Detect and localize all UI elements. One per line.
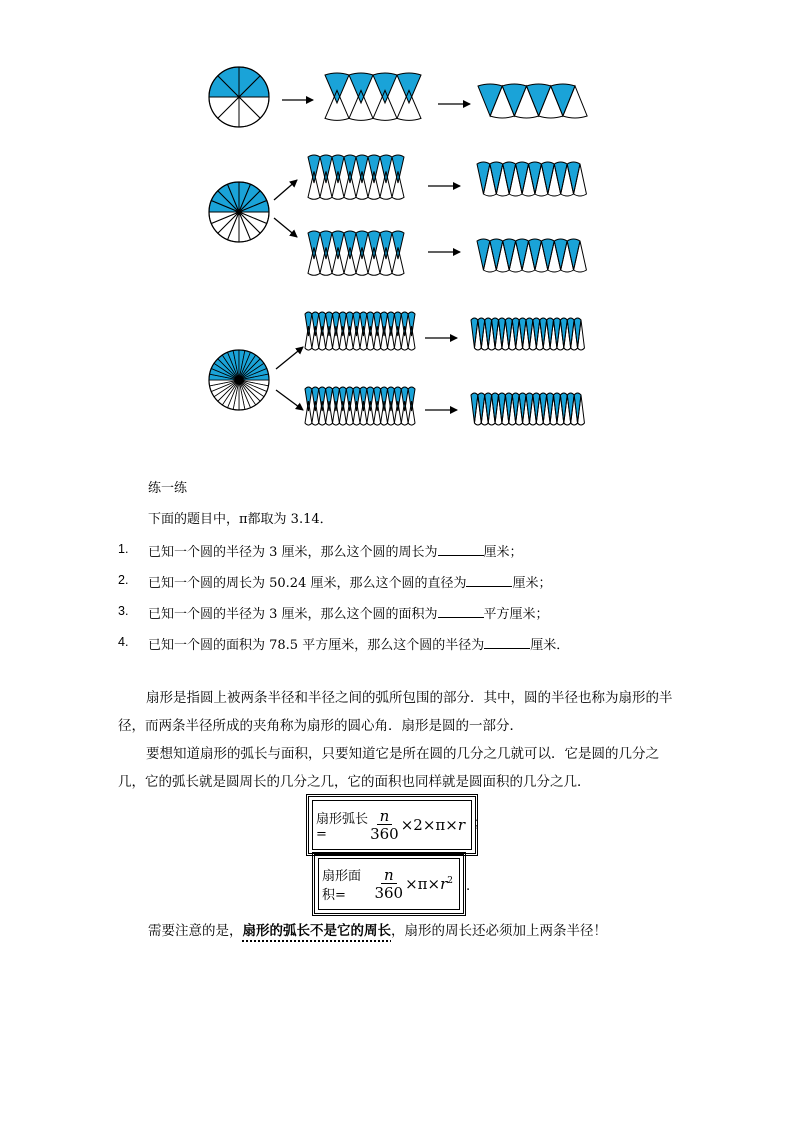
- sector-piece-filled: [401, 387, 408, 411]
- sector-piece-filled: [368, 231, 380, 259]
- sector-piece-filled: [356, 231, 368, 259]
- sector-piece-filled: [325, 73, 349, 103]
- sector-piece-filled: [353, 312, 360, 336]
- sector-piece-filled: [567, 393, 574, 423]
- question-2: 已知一个圆的周长为 50.24 厘米，那么这个圆的直径为 厘米；: [148, 572, 552, 593]
- sector-piece-filled: [356, 155, 368, 183]
- question-number: 4.: [118, 635, 129, 649]
- sector-piece-filled: [554, 162, 567, 194]
- sector-piece-filled: [567, 239, 580, 270]
- sector-piece-filled: [477, 162, 490, 194]
- question-4: 已知一个圆的面积为 78.5 平方厘米，那么这个圆的半径为 厘米．: [148, 634, 569, 655]
- sector-piece-filled: [505, 393, 512, 423]
- sector-piece-filled: [547, 318, 554, 348]
- sector-piece-filled: [516, 162, 529, 194]
- sector-note: 需要注意的是，扇形的弧长不是它的周长，扇形的周长还必须加上两条半径！: [148, 923, 607, 939]
- sector-fraction-paragraph: 要想知道扇形的弧长与面积，只要知道它是所在圆的几分之几就可以．它是圆的几分之几，它的弧长就是圆周长的几分之几，它的面积也同样就是圆面积的几分之几．: [118, 746, 659, 790]
- sector-piece-filled: [308, 155, 320, 183]
- sector-piece-filled: [560, 393, 567, 423]
- arc-formula-end: ；: [474, 816, 488, 831]
- sector-piece-filled: [533, 393, 540, 423]
- sector-piece-filled: [320, 155, 332, 183]
- sector-piece-filled: [499, 393, 506, 423]
- sector-piece-filled: [503, 239, 516, 270]
- sector-area-formula: 扇形面积= $\frac{n}{360}$ $\times\pi\times r^2$: [312, 852, 466, 916]
- sector-piece-filled: [533, 318, 540, 348]
- sector-piece-filled: [373, 73, 397, 103]
- arrow: [274, 180, 297, 200]
- sector-piece-filled: [551, 84, 575, 116]
- sector-piece-filled: [394, 387, 401, 411]
- sector-piece-filled: [516, 239, 529, 270]
- sector-piece-filled: [381, 387, 388, 411]
- sector-piece-filled: [319, 387, 326, 411]
- answer-blank[interactable]: [484, 634, 530, 649]
- area-formula-fraction: $\frac{n}{360}$: [374, 865, 404, 902]
- sector-piece-filled: [512, 318, 519, 348]
- answer-blank[interactable]: [438, 541, 484, 556]
- sector-piece-filled: [374, 312, 381, 336]
- sector-piece-filled: [374, 387, 381, 411]
- sector-piece-filled: [320, 231, 332, 259]
- area-formula-label: 扇形面积=: [322, 869, 362, 903]
- sector-piece-filled: [490, 162, 503, 194]
- sector-piece-filled: [333, 387, 340, 411]
- sector-piece-filled: [519, 318, 526, 348]
- sector-piece-filled: [380, 231, 392, 259]
- arrow: [276, 347, 303, 369]
- sector-piece-filled: [567, 318, 574, 348]
- question-1: 已知一个圆的半径为 3 厘米，那么这个圆的周长为 厘米；: [148, 541, 523, 562]
- sector-piece-filled: [512, 393, 519, 423]
- sector-piece-filled: [503, 162, 516, 194]
- sector-piece-filled: [367, 312, 374, 336]
- sector-piece-filled: [529, 239, 542, 270]
- sector-piece-filled: [326, 312, 333, 336]
- sector-piece-filled: [353, 387, 360, 411]
- sector-piece-filled: [339, 387, 346, 411]
- sector-piece-filled: [319, 312, 326, 336]
- sector-piece-filled: [541, 162, 554, 194]
- sector-piece-filled: [499, 318, 506, 348]
- sector-piece-filled: [408, 387, 415, 411]
- sector-piece-filled: [540, 393, 547, 423]
- sector-piece-filled: [344, 155, 356, 183]
- sector-piece-filled: [332, 155, 344, 183]
- sector-piece-filled: [360, 387, 367, 411]
- sector-piece-filled: [547, 393, 554, 423]
- sector-piece-filled: [471, 318, 478, 348]
- sector-piece-filled: [346, 387, 353, 411]
- question-3: 已知一个圆的半径为 3 厘米，那么这个圆的面积为 平方厘米；: [148, 603, 549, 624]
- sector-piece-filled: [471, 393, 478, 423]
- sector-piece-filled: [339, 312, 346, 336]
- sector-piece-filled: [502, 84, 526, 116]
- sector-piece-filled: [368, 155, 380, 183]
- sector-piece-filled: [574, 318, 581, 348]
- sector-piece-filled: [397, 73, 421, 103]
- arc-formula-fraction: $\frac{n}{360}$: [370, 806, 399, 843]
- sector-piece-filled: [478, 393, 485, 423]
- question-number: 3.: [118, 604, 129, 618]
- sector-piece-filled: [392, 231, 404, 259]
- arrow: [276, 390, 303, 410]
- sector-piece-filled: [485, 318, 492, 348]
- arc-length-formula: 扇形弧长= $\frac{n}{360}$ ×2×π×r: [306, 794, 478, 856]
- sector-piece-filled: [526, 393, 533, 423]
- sector-piece-filled: [567, 162, 580, 194]
- sector-piece-filled: [381, 312, 388, 336]
- sector-piece-filled: [505, 318, 512, 348]
- sector-piece-filled: [560, 318, 567, 348]
- sector-piece-filled: [529, 162, 542, 194]
- sector-piece-filled: [478, 84, 502, 116]
- circle-rearrangement-figure: [0, 0, 793, 450]
- answer-blank[interactable]: [438, 603, 484, 618]
- sector-piece-filled: [388, 387, 395, 411]
- sector-piece-filled: [380, 155, 392, 183]
- sector-piece-filled: [388, 312, 395, 336]
- sector-piece-filled: [326, 387, 333, 411]
- area-formula-end: .: [466, 879, 471, 894]
- sector-piece-filled: [478, 318, 485, 348]
- sector-piece-filled: [554, 239, 567, 270]
- sector-piece-filled: [490, 239, 503, 270]
- sector-piece-filled: [541, 239, 554, 270]
- sector-piece-filled: [305, 387, 312, 411]
- sector-piece-filled: [485, 393, 492, 423]
- sector-piece-filled: [392, 155, 404, 183]
- sector-piece-filled: [346, 312, 353, 336]
- sector-definition-paragraph: 扇形是指圆上被两条半径和半径之间的弧所包围的部分．其中，圆的半径也称为扇形的半径，而两条半径所成的夹角称为扇形的圆心角．扇形是圆的一部分．: [118, 690, 673, 734]
- sector-piece-filled: [367, 387, 374, 411]
- question-number: 2.: [118, 573, 129, 587]
- sector-piece-filled: [519, 393, 526, 423]
- sector-piece-filled: [527, 84, 551, 116]
- answer-blank[interactable]: [466, 572, 512, 587]
- sector-piece-filled: [477, 239, 490, 270]
- sector-piece-filled: [492, 318, 499, 348]
- sector-piece-filled: [526, 318, 533, 348]
- practice-heading: 练一练: [148, 481, 188, 496]
- sector-piece-filled: [401, 312, 408, 336]
- sector-piece-filled: [554, 393, 561, 423]
- sector-piece-filled: [408, 312, 415, 336]
- sector-piece-filled: [332, 231, 344, 259]
- arrow: [274, 218, 297, 237]
- question-number: 1.: [118, 542, 129, 556]
- note-emphasis: 扇形的弧长不是它的周长: [242, 923, 391, 939]
- practice-intro: 下面的题目中，π都取为 3.14．: [148, 512, 333, 527]
- sector-piece-filled: [312, 312, 319, 336]
- sector-piece-filled: [305, 312, 312, 336]
- sector-piece-filled: [360, 312, 367, 336]
- sector-piece-filled: [312, 387, 319, 411]
- sector-piece-filled: [540, 318, 547, 348]
- sector-piece-filled: [344, 231, 356, 259]
- sector-piece-filled: [308, 231, 320, 259]
- sector-piece-filled: [333, 312, 340, 336]
- sector-piece-filled: [394, 312, 401, 336]
- sector-piece-filled: [349, 73, 373, 103]
- sector-piece-filled: [574, 393, 581, 423]
- arc-formula-label: 扇形弧长=: [316, 812, 369, 842]
- sector-piece-filled: [554, 318, 561, 348]
- sector-piece-filled: [492, 393, 499, 423]
